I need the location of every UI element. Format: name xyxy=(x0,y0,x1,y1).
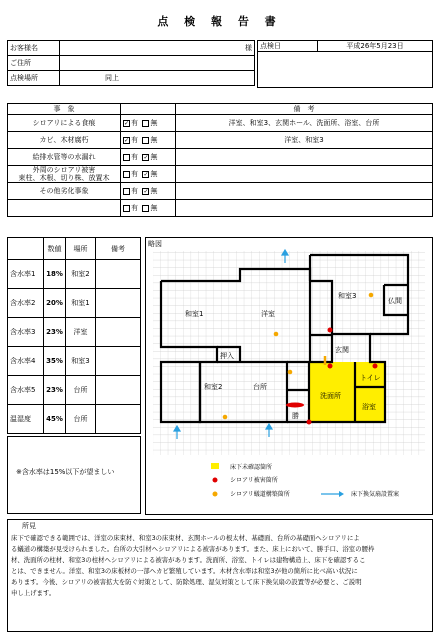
inspection-item: 外周のシロアリ被害 束柱、木根、切り株、放置木 xyxy=(8,166,121,183)
legend-vent: 床下換気扇設置案 xyxy=(351,491,400,498)
moisture-note xyxy=(96,289,141,318)
moisture-place: 和室2 xyxy=(66,260,96,289)
report-title: 点 検 報 告 書 xyxy=(157,15,282,28)
tunnel-marker xyxy=(274,332,279,337)
room-yoshitsu: 洋室 xyxy=(261,310,275,318)
findings-line: る蟻道の構築が見受けられました。台所の大引材へシロアリによる被害があります。また、床上において、勝手口、浴室の腰枠 xyxy=(11,545,375,553)
legend-tunnel: シロアリ蟻道構築箇所 xyxy=(230,491,290,498)
tunnel-marker xyxy=(369,293,374,298)
moisture-row xyxy=(8,347,141,376)
inspection-row xyxy=(8,183,433,200)
inspection-row xyxy=(8,200,433,217)
room-butsuma: 仏間 xyxy=(388,297,402,305)
moisture-value: 35% xyxy=(44,347,66,376)
inspection-note xyxy=(176,200,433,217)
yes-checkbox[interactable] xyxy=(123,205,130,212)
moisture-note xyxy=(96,318,141,347)
moisture-table xyxy=(7,237,141,434)
inspection-note xyxy=(176,183,433,200)
inspection-checks: 有 ✓ 無 xyxy=(121,166,176,183)
room-daidokoro: 台所 xyxy=(253,383,267,391)
moisture-place: 台所 xyxy=(66,405,96,434)
moisture-value: 18% xyxy=(44,260,66,289)
moisture-label: 含水率5 xyxy=(8,376,44,405)
moisture-row xyxy=(8,405,141,434)
room-toire: トイレ xyxy=(360,374,381,382)
legend-orange-swatch xyxy=(213,492,218,497)
inspection-checks: 有 ✓ 無 xyxy=(121,183,176,200)
room-oshiire: 押入 xyxy=(220,352,234,360)
moisture-header-note: 備考 xyxy=(96,238,141,260)
damage-marker xyxy=(328,364,333,369)
moisture-footnote: ※含水率は15%以下が望ましい xyxy=(16,468,115,476)
findings-line: あります。今後、シロアリの被害拡大を防ぐ対策として、防除処理、湿気対策として床下換気扇の設置等が必要と、ご説明 xyxy=(11,578,362,586)
inspection-checks: ✓ 有 無 xyxy=(121,115,176,132)
inspection-checks: 有 ✓ 無 xyxy=(121,149,176,166)
floor-plan-svg xyxy=(145,237,433,515)
room-yokushitsu: 浴室 xyxy=(362,403,376,411)
damage-marker xyxy=(286,403,304,408)
moisture-place: 和室1 xyxy=(66,289,96,318)
customer-table xyxy=(7,40,255,86)
findings-text xyxy=(11,533,374,599)
place-label: 点検場所 xyxy=(8,71,60,86)
no-checkbox[interactable] xyxy=(142,205,149,212)
findings-line: とは、できません。洋室、和室3の床板材の一部へカビ繁殖しています。木材含水率は和室3が他の箇所に比べ高い状況に xyxy=(11,567,358,575)
tunnel-marker xyxy=(288,370,293,375)
moisture-row xyxy=(8,376,141,405)
address-label: ご住所 xyxy=(8,56,60,71)
moisture-footnote-box xyxy=(7,436,141,514)
place-value: 同上 xyxy=(60,71,255,86)
address-value xyxy=(60,56,255,71)
legend-floor-check: 床下未確認箇所 xyxy=(230,464,273,471)
inspection-item: シロアリによる食痕 xyxy=(8,115,121,132)
findings-line: 申し上げます。 xyxy=(11,589,56,597)
date-value: 平成26年5月23日 xyxy=(318,41,433,52)
moisture-value: 23% xyxy=(44,318,66,347)
moisture-header-value: 数値 xyxy=(44,238,66,260)
moisture-header-place: 場所 xyxy=(66,238,96,260)
moisture-note xyxy=(96,260,141,289)
no-checkbox[interactable] xyxy=(142,137,149,144)
inspection-note xyxy=(176,166,433,183)
moisture-label: 温湿度 xyxy=(8,405,44,434)
moisture-place: 台所 xyxy=(66,376,96,405)
findings-line: 床下で確認できる範囲では、洋室の床束材、和室3の床束材、玄関ホールの根太材、基礎面、台所の基礎面へシロアリによ xyxy=(11,534,360,542)
moisture-row xyxy=(8,260,141,289)
no-checkbox[interactable]: ✓ xyxy=(143,153,149,161)
inspection-checks: 有 無 xyxy=(121,200,176,217)
yes-checkbox[interactable] xyxy=(123,188,130,195)
customer-name-label: お客様名 xyxy=(8,41,60,56)
room-washitsu3: 和室3 xyxy=(338,292,357,300)
room-washitsu2: 和室2 xyxy=(204,383,223,391)
map-title: 略図 xyxy=(148,240,162,248)
date-blank xyxy=(258,52,433,88)
legend-red-swatch xyxy=(213,478,218,483)
yes-checkbox[interactable] xyxy=(123,154,130,161)
moisture-place: 洋室 xyxy=(66,318,96,347)
yes-checkbox[interactable]: ✓ xyxy=(124,119,130,127)
no-checkbox[interactable]: ✓ xyxy=(143,187,149,195)
moisture-label: 含水率4 xyxy=(8,347,44,376)
inspection-item: 給排水管等の水漏れ xyxy=(8,149,121,166)
customer-honorific: 様 xyxy=(60,41,255,56)
inspection-row xyxy=(8,149,433,166)
moisture-label: 含水率2 xyxy=(8,289,44,318)
inspection-row xyxy=(8,115,433,132)
moisture-label: 含水率3 xyxy=(8,318,44,347)
damage-marker xyxy=(307,420,312,425)
room-washitsu1: 和室1 xyxy=(185,310,204,318)
inspection-note xyxy=(176,149,433,166)
moisture-place: 和室3 xyxy=(66,347,96,376)
moisture-row xyxy=(8,289,141,318)
moisture-row xyxy=(8,318,141,347)
inspection-item: カビ、木材腐朽 xyxy=(8,132,121,149)
col-note-header: 備 考 xyxy=(176,104,433,115)
col-item-header: 事 象 xyxy=(8,104,121,115)
inspection-item: その他劣化事象 xyxy=(8,183,121,200)
tunnel-marker xyxy=(223,415,228,420)
yes-checkbox[interactable]: ✓ xyxy=(124,136,130,144)
moisture-value: 45% xyxy=(44,405,66,434)
moisture-label: 含水率1 xyxy=(8,260,44,289)
moisture-value: 20% xyxy=(44,289,66,318)
inspection-table xyxy=(7,103,433,217)
no-checkbox[interactable] xyxy=(142,120,149,127)
date-table xyxy=(257,40,433,88)
moisture-value: 23% xyxy=(44,376,66,405)
inspection-row xyxy=(8,132,433,149)
room-genkan: 玄関 xyxy=(335,346,349,354)
no-checkbox[interactable]: ✓ xyxy=(143,170,149,178)
inspection-item xyxy=(8,200,121,217)
damage-marker xyxy=(373,364,378,369)
findings-line: 材、洗面所の柱材、和室3の柱材へシロアリによる被害があります。洗面所、浴室、トイレは建物構造上、床下を確認するこ xyxy=(11,556,366,564)
inspection-note: 洋室、和室3、玄関ホール、洗面所、浴室、台所 xyxy=(176,115,433,132)
inspection-note: 洋室、和室3 xyxy=(176,132,433,149)
floor-plan-map xyxy=(145,237,433,519)
yes-checkbox[interactable] xyxy=(123,171,130,178)
findings-box xyxy=(7,519,433,632)
damage-marker xyxy=(328,328,333,333)
date-label: 点検日 xyxy=(258,41,318,52)
moisture-note xyxy=(96,405,141,434)
room-senmenjo: 洗面所 xyxy=(320,392,341,400)
legend-yellow-swatch xyxy=(211,463,219,469)
moisture-note xyxy=(96,347,141,376)
legend-damage: シロアリ被害箇所 xyxy=(230,477,278,484)
moisture-note xyxy=(96,376,141,405)
inspection-checks: ✓ 有 無 xyxy=(121,132,176,149)
inspection-row xyxy=(8,166,433,183)
findings-label: 所見 xyxy=(22,522,36,530)
room-katte: 勝 xyxy=(292,412,299,420)
